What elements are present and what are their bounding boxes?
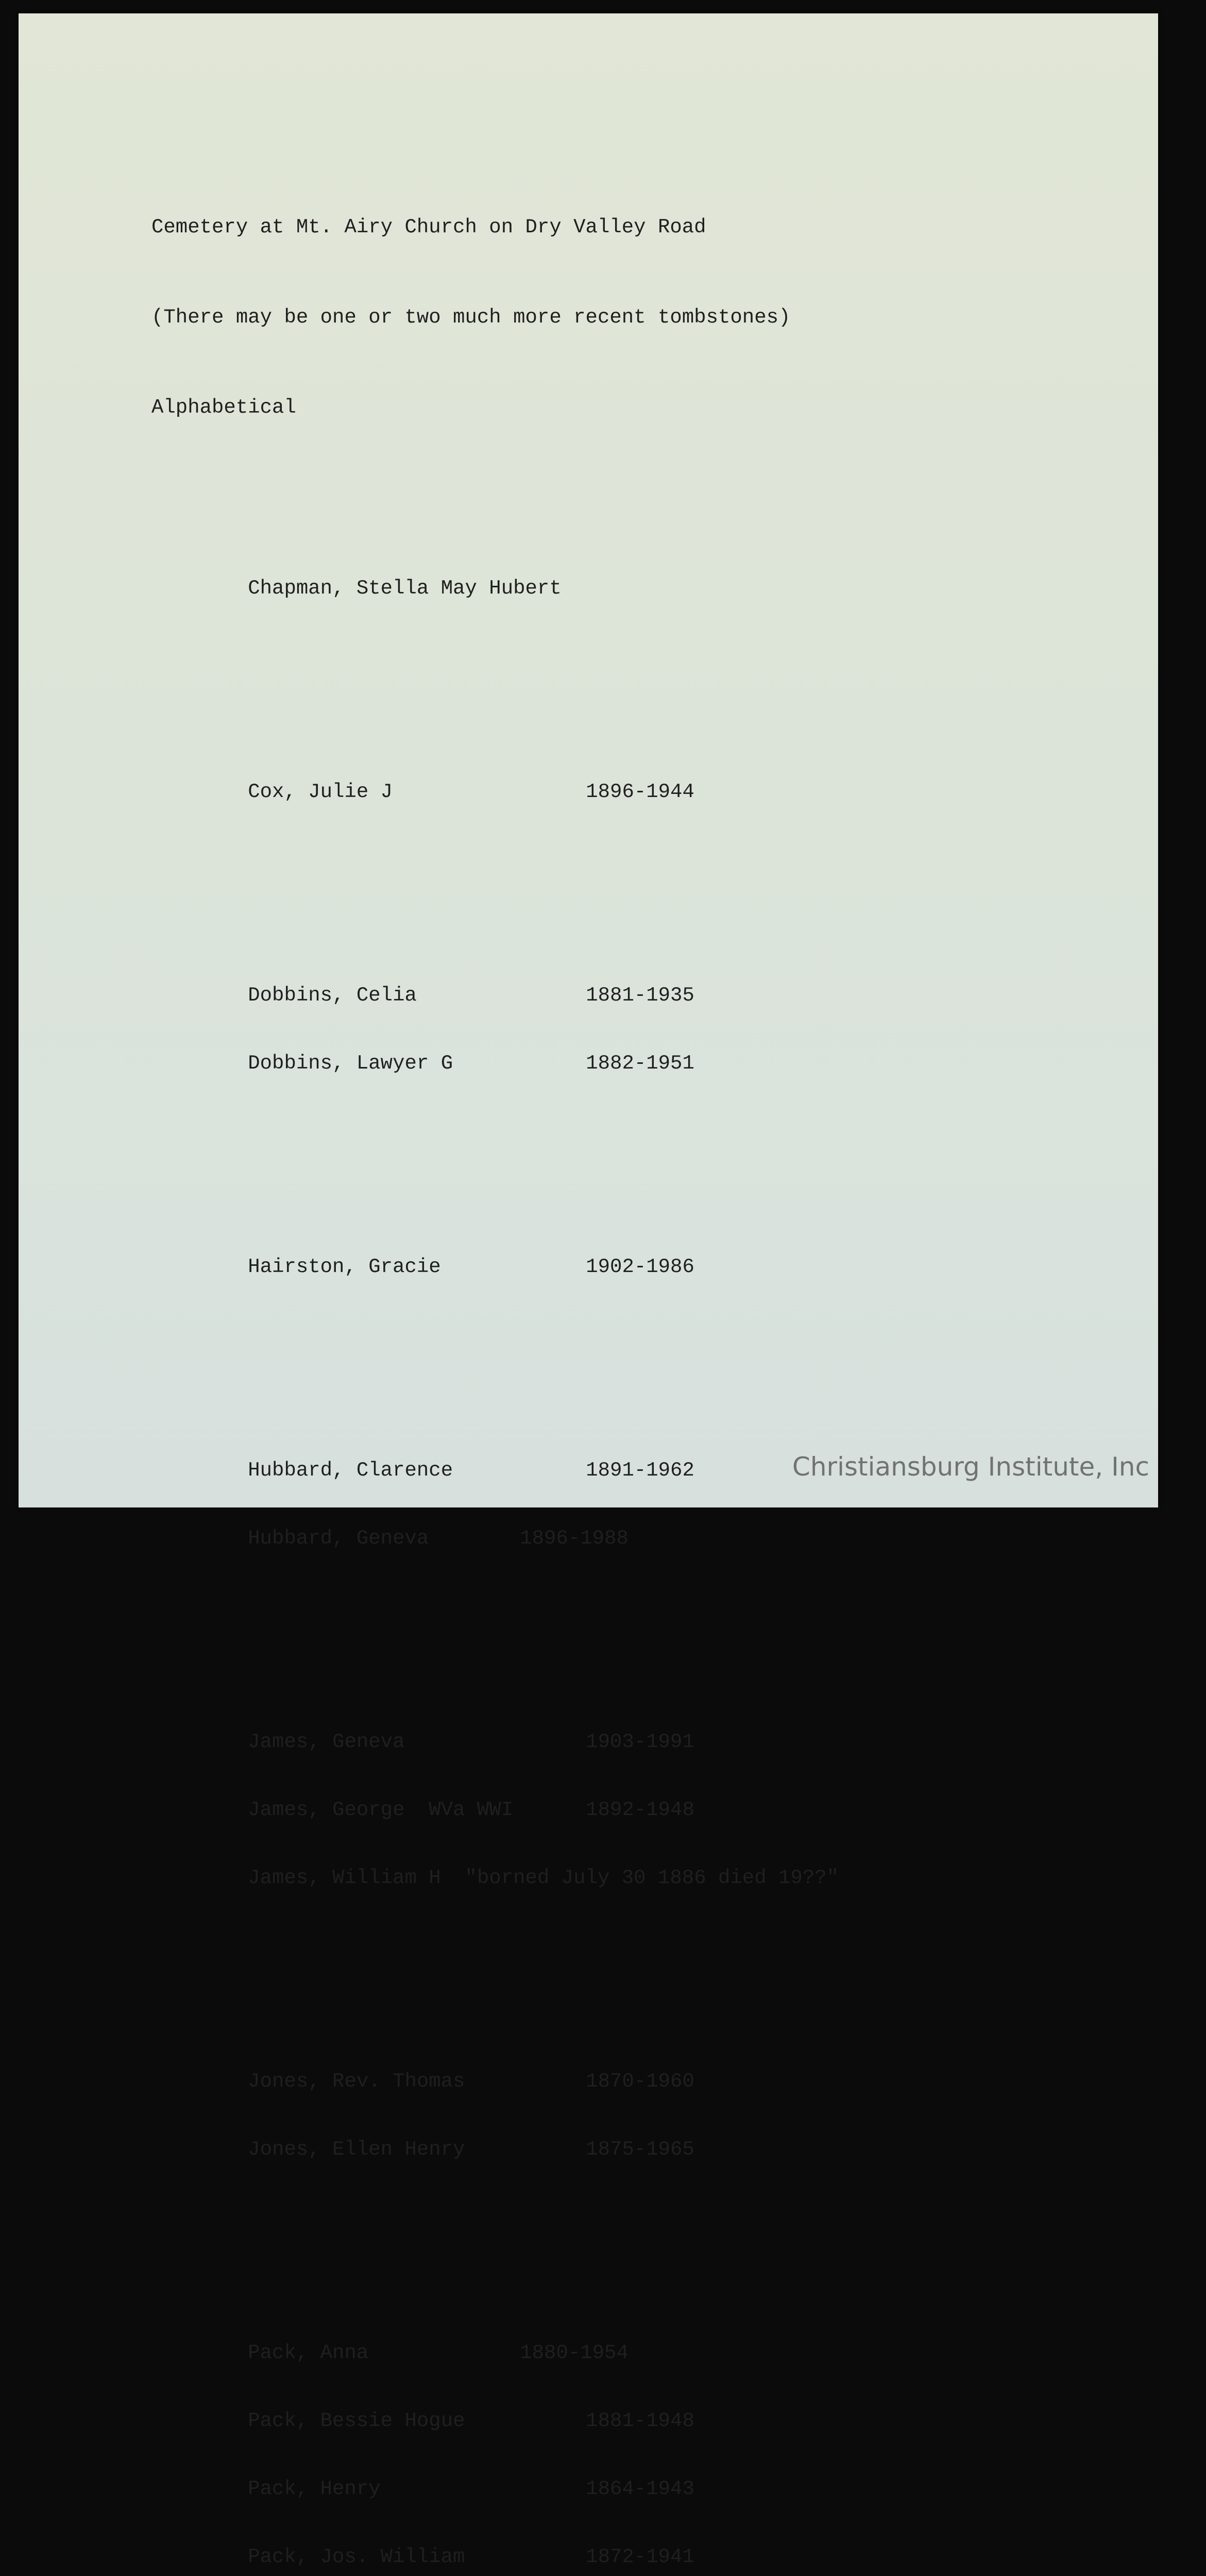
entry-name: Hairston, Gracie	[248, 1256, 586, 1278]
entry-years: 1896-1988	[520, 1527, 629, 1550]
entry-group-hubbard	[151, 1391, 839, 1572]
entry-name: Pack, Jos. William	[248, 2546, 586, 2568]
entry-years: 1881-1935	[586, 984, 694, 1007]
list-item	[151, 554, 839, 577]
document-subtitle: Alphabetical	[151, 396, 839, 419]
entry-years: 1880-1954	[520, 2342, 629, 2364]
list-item	[151, 1708, 839, 1731]
entry-years: 1903-1991	[586, 1731, 694, 1753]
list-item	[151, 961, 839, 984]
entry-group-jones	[151, 2002, 839, 2183]
entry-name: Dobbins, Celia	[248, 984, 586, 1007]
entry-group-pack	[151, 2274, 839, 2576]
entry-group-hairston	[151, 1188, 839, 1301]
entry-name: Pack, Bessie Hogue	[248, 2410, 586, 2432]
entry-name: Dobbins, Lawyer G	[248, 1052, 586, 1075]
entry-years: "borned July 30 1886 died 19??"	[465, 1867, 839, 1889]
list-item	[151, 1436, 839, 1459]
list-item	[151, 1504, 839, 1527]
list-item	[151, 1844, 839, 1867]
entry-group-cox	[151, 713, 839, 826]
entry-name: Hubbard, Geneva	[248, 1527, 520, 1550]
list-item	[151, 758, 839, 781]
entry-name: Chapman, Stella May Hubert	[248, 577, 562, 600]
entry-name: James, Geneva	[248, 1731, 586, 1753]
document-body	[151, 171, 839, 2576]
entry-name: Pack, Henry	[248, 2478, 586, 2500]
list-item	[151, 2319, 839, 2342]
document-title: Cemetery at Mt. Airy Church on Dry Valley Road	[151, 216, 839, 239]
entry-name: Hubbard, Clarence	[248, 1459, 586, 1482]
list-item	[151, 2455, 839, 2478]
entry-years: 1896-1944	[586, 781, 694, 803]
entry-years: 1882-1951	[586, 1052, 694, 1075]
entry-name: Pack, Anna	[248, 2342, 520, 2364]
list-item	[151, 1029, 839, 1052]
list-item	[151, 2523, 839, 2546]
list-item	[151, 2047, 839, 2070]
entry-name: Jones, Rev. Thomas	[248, 2070, 586, 2093]
entry-years: 1892-1948	[586, 1799, 694, 1821]
list-item	[151, 1233, 839, 1256]
entry-years: 1881-1948	[586, 2410, 694, 2432]
entry-years: 1872-1941	[586, 2546, 694, 2568]
entry-group-chapman	[151, 509, 839, 622]
list-item	[151, 1776, 839, 1799]
watermark: Christiansburg Institute, Inc	[792, 1452, 1149, 1482]
entry-years: 1870-1960	[586, 2070, 694, 2093]
entry-years: 1902-1986	[586, 1256, 694, 1278]
entry-name: Jones, Ellen Henry	[248, 2138, 586, 2161]
entry-years: 1864-1943	[586, 2478, 694, 2500]
entry-name: Cox, Julie J	[248, 781, 586, 803]
entry-name: James, William H	[248, 1867, 440, 1889]
entry-years: 1891-1962	[586, 1459, 694, 1482]
paper-sheet	[19, 13, 1158, 1507]
list-item	[151, 2387, 839, 2410]
entry-group-dobbins	[151, 916, 839, 1097]
entry-years: 1875-1965	[586, 2138, 694, 2161]
entry-group-james	[151, 1663, 839, 1912]
document-note: (There may be one or two much more recent tombstones)	[151, 306, 839, 329]
list-item	[151, 2115, 839, 2138]
entry-name: James, George WVa WWI	[248, 1799, 586, 1821]
